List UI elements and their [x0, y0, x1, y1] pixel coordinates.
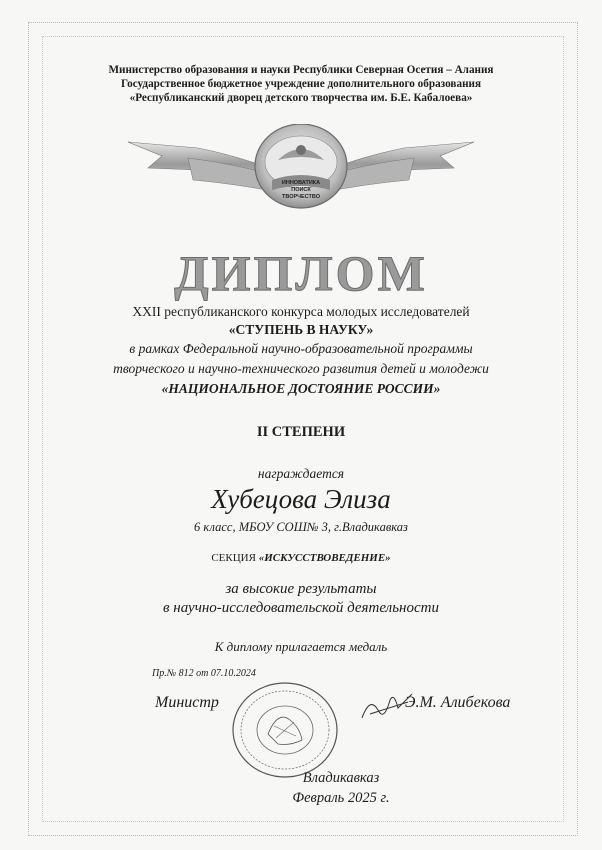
reason-line-1: за высокие результаты — [225, 581, 377, 597]
minister-label: Министр — [155, 694, 219, 711]
header-palace: «Республиканский дворец детского творчества им. Б.Е. Кабалоева» — [129, 92, 473, 104]
awarded-label: награждается — [257, 466, 345, 481]
order-number: Пр.№ 812 от 07.10.2024 — [152, 668, 256, 679]
header-institution: Государственное бюджетное учреждение дополнительного образования — [120, 78, 482, 90]
svg-text:ПОИСК: ПОИСК — [291, 187, 311, 193]
recipient-school: 6 класс, МБОУ СОШ№ 3, г.Владикавказ — [194, 520, 408, 534]
section-line — [0, 552, 602, 564]
minister-name: Э.М. Алибекова — [405, 694, 511, 711]
recipient-name: Хубецова Элиза — [211, 484, 391, 514]
degree: II СТЕПЕНИ — [256, 424, 346, 440]
svg-text:ИННОВАТИКА: ИННОВАТИКА — [281, 180, 321, 186]
program-name: «НАЦИОНАЛЬНОЕ ДОСТОЯНИЕ РОССИИ» — [161, 381, 441, 396]
signature — [360, 688, 415, 724]
svg-text:ТВОРЧЕСТВО: ТВОРЧЕСТВО — [282, 194, 320, 200]
official-stamp — [230, 680, 340, 780]
program-line-2: творческого и научно-технического развития детей и молодежи — [113, 361, 489, 376]
section-label: СЕКЦИЯ — [211, 552, 259, 564]
diploma-title: ДИПЛОМ — [174, 245, 428, 301]
medal-note: К диплому прилагается медаль — [214, 639, 388, 654]
contest-name: «СТУПЕНЬ В НАУКУ» — [228, 322, 374, 337]
city: Владикавказ — [302, 770, 380, 786]
program-line-1: в рамках Федеральной научно-образовательной программы — [129, 341, 473, 356]
contest-line: XXII республиканского конкурса молодых исследователей — [132, 304, 470, 319]
reason-line-2: в научно-исследовательской деятельности — [163, 600, 439, 616]
section-name: «ИСКУССТВОВЕДЕНИЕ» — [258, 552, 391, 564]
emblem-ribbon-logo — [128, 124, 474, 216]
header-ministry: Министерство образования и науки Республики Северная Осетия – Алания — [108, 64, 494, 76]
issue-date: Февраль 2025 г. — [292, 790, 390, 806]
